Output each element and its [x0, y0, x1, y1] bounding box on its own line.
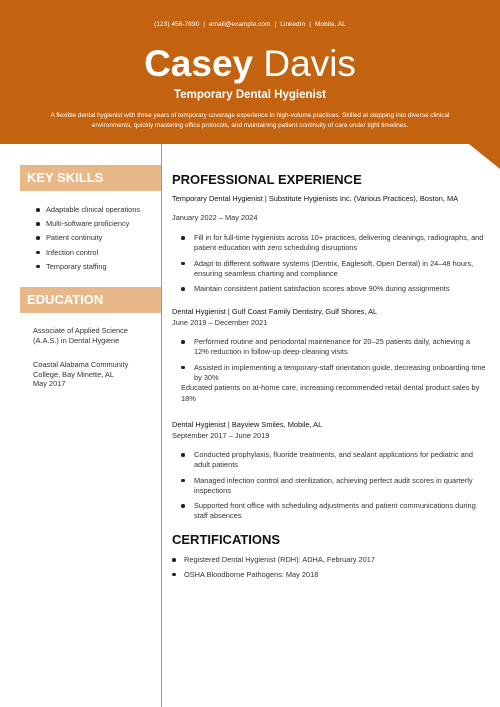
- job-dates: January 2022 – May 2024: [172, 213, 258, 222]
- job-bullet: Assisted in implementing a temporary-staff orientation guide, decreasing onboarding time by 30%: [181, 363, 486, 383]
- job-bullets: [181, 337, 486, 388]
- job-bullet: Adapt to different software systems (Dentrix, Eaglesoft, Open Dental) in 24–48 hours, ensuring seamless charting and compliance: [181, 259, 486, 279]
- education-school: Coastal Alabama Community College, Bay Minette, AL: [33, 360, 129, 379]
- job-dates: September 2017 – June 2019: [172, 431, 270, 440]
- job-employer: Bayview Smiles, Mobile, AL: [231, 420, 323, 429]
- job-title: Dental Hygienist | Bayview Smiles, Mobile, AL: [172, 420, 323, 429]
- job-position: Dental Hygienist: [172, 307, 226, 316]
- job-position: Temporary Dental Hygienist: [172, 194, 263, 203]
- certification-item: Registered Dental Hygienist (RDH): ADHA, February 2017: [172, 553, 375, 568]
- skill-item: Multi-software proficiency: [36, 217, 140, 231]
- contact-location: Mobile, AL: [315, 21, 346, 28]
- certifications-heading: CERTIFICATIONS: [172, 532, 281, 547]
- contact-separator: |: [274, 21, 277, 28]
- job-position: Dental Hygienist: [172, 420, 226, 429]
- job-title: Dental Hygienist | Gulf Coast Family Dentistry, Gulf Shores, AL: [172, 307, 378, 316]
- job-bullet: Managed infection control and sterilization, achieving perfect audit scores in quarterly inspections: [181, 476, 486, 496]
- column-divider: [161, 144, 162, 707]
- skill-item: Patient continuity: [36, 231, 140, 245]
- education-date: May 2017: [33, 379, 66, 388]
- contact-phone: (123) 456-7890: [154, 21, 200, 28]
- skills-list: [36, 203, 140, 274]
- job-employer: Substitute Hygienists Inc. (Various Practices), Boston, MA: [268, 194, 459, 203]
- contact-linkedin[interactable]: LinkedIn: [280, 21, 306, 28]
- skills-heading: KEY SKILLS: [20, 165, 161, 191]
- job-employer: Gulf Coast Family Dentistry, Gulf Shores, AL: [231, 307, 378, 316]
- candidate-name: [0, 40, 500, 88]
- job-bullets: [181, 450, 486, 527]
- contact-separator: |: [309, 21, 311, 28]
- education-degree: Associate of Applied Science (A.A.S.) in Dental Hygiene: [33, 326, 128, 345]
- last-name: Davis: [263, 43, 356, 84]
- header-corner-accent: [469, 144, 500, 169]
- contact-separator: |: [203, 21, 206, 28]
- contact-email[interactable]: email@example.com: [209, 21, 271, 28]
- certification-item: OSHA Bloodborne Pathogens: May 2018: [172, 568, 375, 583]
- job-title: Temporary Dental Hygienist | Substitute Hygienists Inc. (Various Practices), Boston, MA: [172, 194, 459, 203]
- job-dates: June 2019 – December 2021: [172, 318, 268, 327]
- job-bullet: Fill in for full-time hygienists across 10+ practices, delivering cleanings, radiographs, and patient education with zero scheduling disruptions: [181, 233, 486, 253]
- job-note: Educated patients on at-home care, increasing recommended retail dental product sales by 18%: [181, 383, 480, 403]
- experience-heading: PROFESSIONAL EXPERIENCE: [172, 172, 362, 187]
- job-bullets: [181, 233, 486, 300]
- job-role-title: Temporary Dental Hygienist: [174, 89, 326, 101]
- job-bullet: Conducted prophylaxis, fluoride treatments, and sealant applications for pediatric and adult patients: [181, 450, 486, 470]
- education-heading: EDUCATION: [20, 287, 161, 313]
- job-bullet: Performed routine and periodontal maintenance for 20–25 patients daily, achieving a 12% reduction in follow-up deep-cleaning visits: [181, 337, 486, 357]
- skill-item: Adaptable clinical operations: [36, 203, 140, 217]
- job-bullet: Supported front office with scheduling adjustments and patient communications during staff absences: [181, 501, 486, 521]
- resume-header: [0, 0, 500, 144]
- job-bullet: Maintain consistent patient satisfaction scores above 90% during assignments: [181, 284, 486, 294]
- skill-item: Temporary staffing: [36, 260, 140, 274]
- certifications-list: [172, 553, 375, 582]
- skill-item: Infection control: [36, 246, 140, 260]
- first-name: Casey: [144, 43, 254, 84]
- contact-line: [0, 21, 500, 28]
- summary-text: A flexible dental hygienist with three years of temporary coverage experience in high-volume practices. Skilled at stepping into diverse clinical environments, quickly mastering office protocols, and maintaining patient continuity of care under tight timelines.: [50, 112, 450, 129]
